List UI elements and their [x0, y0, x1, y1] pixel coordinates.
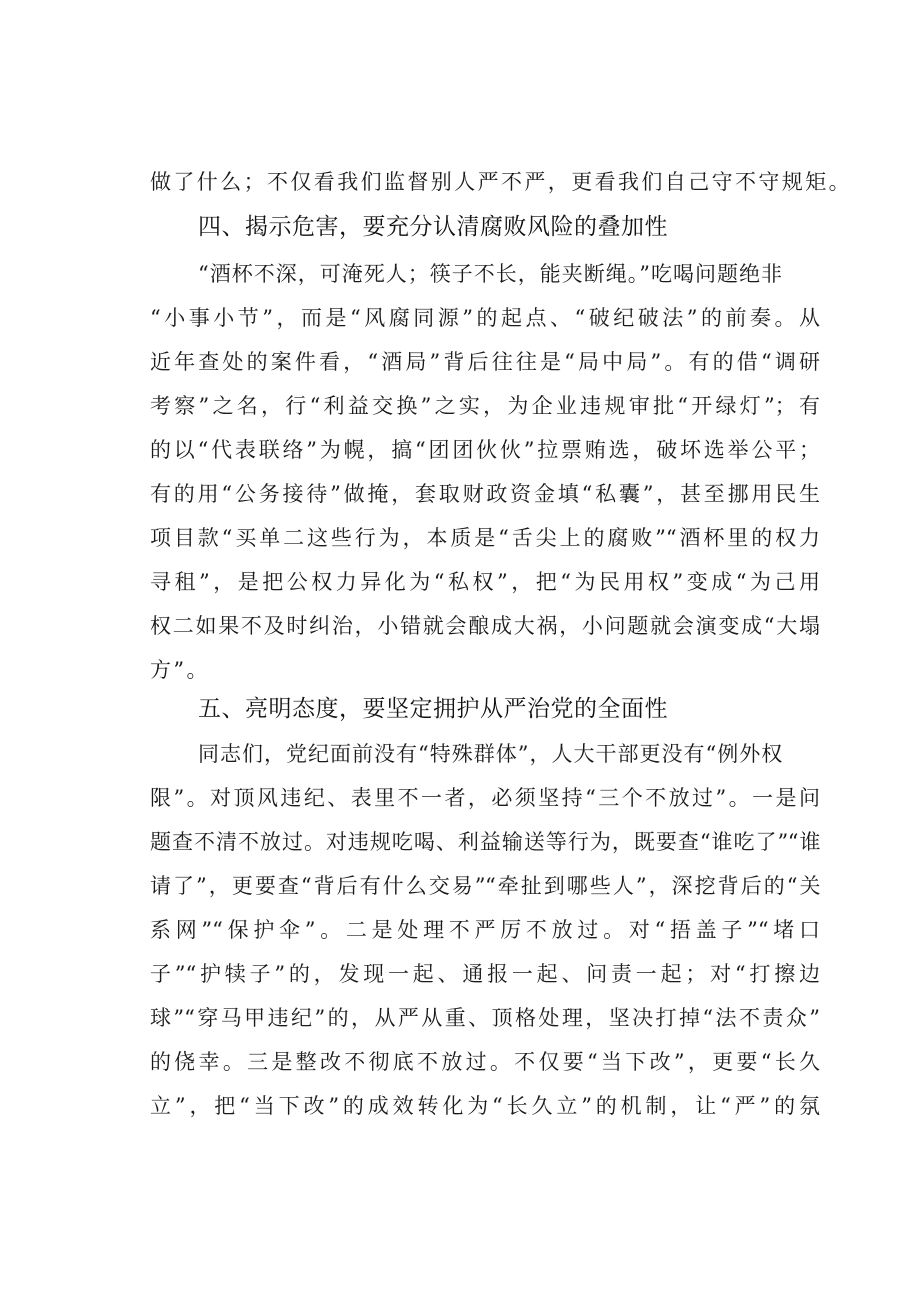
paragraph-line: 有的用“公务接待”做掩，套取财政资金填“私囊”，甚至挪用民生 — [150, 482, 820, 506]
paragraph-line: 限”。对顶风违纪、表里不一者，必须坚持“三个不放过”。一是问 — [150, 786, 820, 810]
paragraph-line: 的侥幸。三是整改不彻底不放过。不仅要“当下改”，更要“长久 — [150, 1050, 820, 1074]
paragraph-line: 考察”之名，行“利益交换”之实，为企业违规审批“开绿灯”；有 — [150, 394, 820, 418]
paragraph-line: “小事小节”，而是“风腐同源”的起点、“破纪破法”的前奏。从 — [150, 306, 820, 330]
paragraph-line: 近年查处的案件看，“酒局”背后往往是“局中局”。有的借“调研 — [150, 350, 820, 374]
paragraph-line: 寻租”，是把公权力异化为“私权”，把“为民用权”变成“为己用 — [150, 570, 820, 594]
paragraph-line: 权二如果不及时纠治，小错就会酿成大祸，小问题就会演变成“大塌 — [150, 614, 820, 638]
paragraph-line: 请了”，更要查“背后有什么交易”“牵扯到哪些人”，深挖背后的“关 — [150, 874, 820, 898]
paragraph-line: 做了什么；不仅看我们监督别人严不严，更看我们自己守不守规矩。 — [150, 170, 852, 194]
paragraph-line: 的以“代表联络”为幌，搞“团团伙伙”拉票贿选，破坏选举公平； — [150, 438, 820, 462]
paragraph-line: 方”。 — [150, 658, 210, 682]
section-heading: 五、亮明态度，要坚定拥护从严治党的全面性 — [198, 696, 668, 722]
paragraph-line: “酒杯不深，可淹死人；筷子不长，能夹断绳。”吃喝问题绝非 — [198, 262, 783, 286]
paragraph-line: 同志们，党纪面前没有“特殊群体”，人大干部更没有“例外权 — [198, 742, 784, 766]
paragraph-line: 题查不清不放过。对违规吃喝、利益输送等行为，既要查“谁吃了”“谁 — [150, 830, 820, 854]
paragraph-line: 球”“穿马甲违纪”的，从严从重、顶格处理，坚决打掉“法不责众” — [150, 1006, 820, 1030]
section-heading: 四、揭示危害，要充分认清腐败风险的叠加性 — [198, 214, 668, 240]
paragraph-line: 项目款“买单二这些行为，本质是“舌尖上的腐败”“酒杯里的权力 — [150, 526, 820, 550]
paragraph-line: 系网”“保护伞”。二是处理不严厉不放过。对“捂盖子”“堵口 — [150, 918, 820, 942]
paragraph-line: 子”“护犊子”的，发现一起、通报一起、问责一起；对“打擦边 — [150, 962, 820, 986]
paragraph-line: 立”，把“当下改”的成效转化为“长久立”的机制，让“严”的氛 — [150, 1094, 820, 1118]
